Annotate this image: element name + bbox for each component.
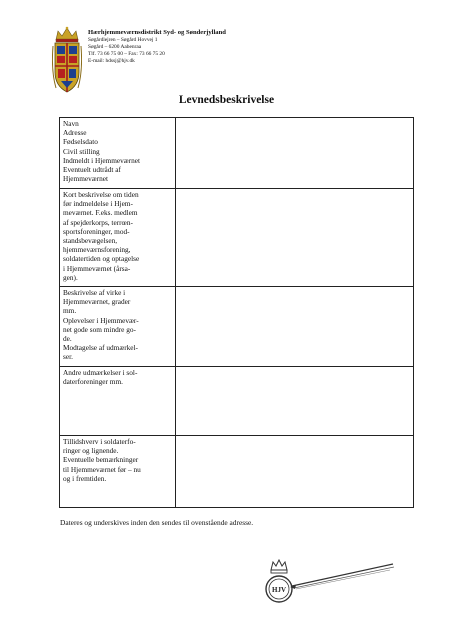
personal-info-label [60,118,176,189]
emblem-text: HJV [272,586,286,594]
label-line: Tillidshverv i soldaterfo- [63,437,136,446]
positions-of-trust-field[interactable] [176,436,414,508]
label-line: Oplevelser i Hjemmevær- [63,315,139,325]
label-line: før indmeldelse i Hjem- [63,199,133,209]
label-line: Indmeldt i Hjemmeværnet [63,155,141,165]
letterhead [88,29,226,65]
label-line: net gode som mindre go- [63,324,136,334]
label-line: Eventuelt udtrådt af [63,165,121,175]
label-line: Navn [63,119,79,128]
label-line: mm. [63,306,77,316]
label-line: standsbevægelsen, [63,236,118,246]
personal-info-field[interactable] [176,118,414,189]
form-row [60,436,414,508]
service-description-field[interactable] [176,287,414,367]
label-line: Civil stilling [63,146,100,156]
label-line: og i fremtiden. [63,473,107,483]
label-line: meværnet. F.eks. medlem [63,208,138,218]
form-row [60,367,414,436]
pre-enlistment-label [60,189,176,287]
form-row [60,287,414,367]
form-row [60,118,414,189]
signing-instruction: Dateres og underskives inden den sendes til ovenstående adresse. [60,518,254,527]
biography-form [59,117,414,508]
address-line: Søgård – 6200 Aabenraa [88,44,142,51]
label-line: i Hjemmeværnet (årsa- [63,263,131,273]
label-line: soldatertiden og optagelse [63,254,140,264]
phone-line: Tlf. 73 66 75 00 – Fax: 73 66 75 20 [88,51,165,58]
service-description-label [60,287,176,367]
address-line: Søgårdlejren – Søgård Hovvej 1 [88,37,158,43]
other-awards-label [60,367,176,436]
label-line: ser. [63,352,73,362]
pen-icon [290,560,395,590]
label-line: Modtagelse af udmærkel- [63,343,138,353]
positions-of-trust-label [60,436,176,508]
label-line: Kort beskrivelse om tiden [63,190,139,199]
label-line: sportsforeninger, mod- [63,226,130,236]
email-line: E-mail: hdssj@hjv.dk [88,58,135,65]
label-line: Hjemmeværnet, grader [63,297,131,307]
label-line: til Hjemmeværnet før – nu [63,464,141,474]
form-row [60,189,414,287]
organization-name: Hærhjemmeværnsdistrikt Syd- og Sønderjylland [88,29,226,36]
label-line: af spejderkorps, terrœn- [63,217,133,227]
label-line: de. [63,334,72,344]
coat-of-arms-icon [52,26,82,100]
page-title: Levnedsbeskrivelse [178,94,275,106]
label-line: ringer og lignende. [63,446,119,456]
label-line: Beskrivelse af virke i [63,288,126,297]
label-line: daterforeninger mm. [63,377,123,387]
label-line: Hjemmeværnet [63,174,108,184]
label-line: Fødselsdato [63,137,98,147]
label-line: Eventuelle bemærkninger [63,455,139,465]
label-line: gen). [63,272,78,282]
other-awards-field[interactable] [176,367,414,436]
label-line: Andre udmærkelser i sol- [63,368,138,377]
label-line: Adresse [63,128,87,138]
label-line: hjemmeværnsforening, [63,245,131,255]
pre-enlistment-field[interactable] [176,189,414,287]
